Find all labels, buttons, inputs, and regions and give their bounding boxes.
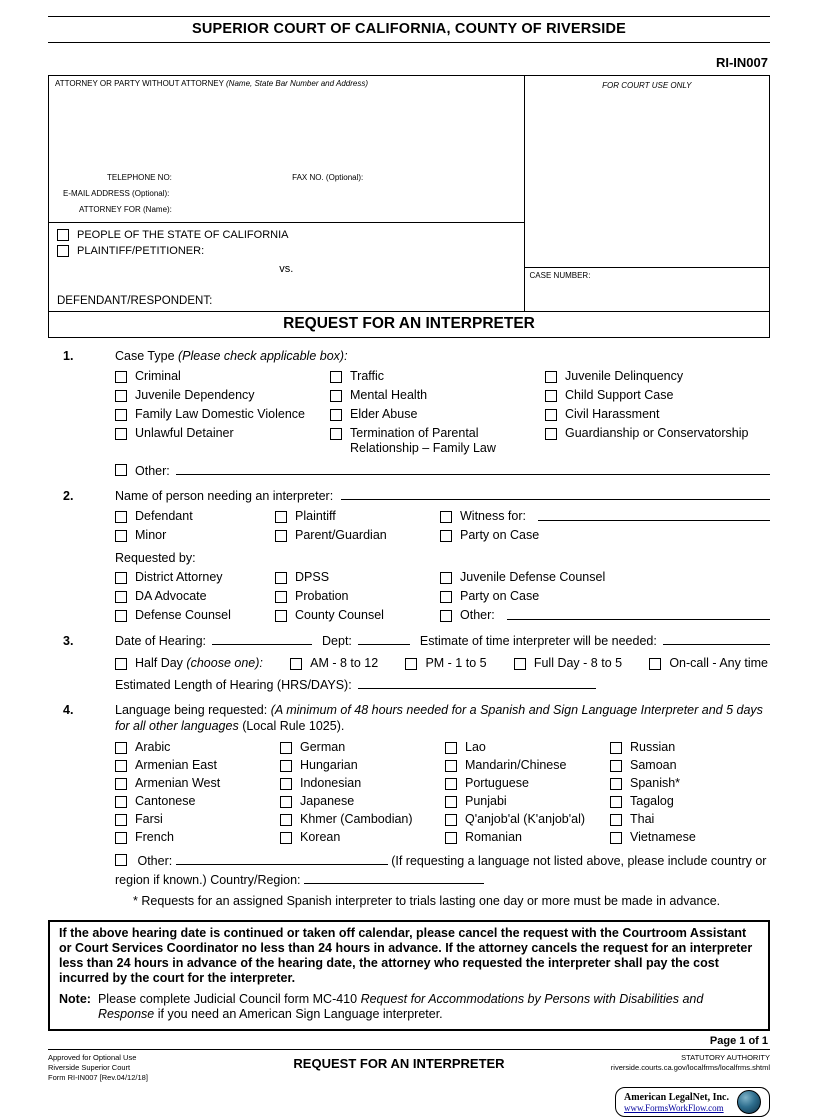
case-type-option: [115, 369, 330, 384]
people-option: [57, 229, 516, 241]
option-label: Elder Abuse: [350, 407, 418, 421]
page-number: Page 1 of 1: [709, 1034, 768, 1047]
person-name-row: [115, 489, 770, 503]
language-option: [445, 740, 610, 755]
language-option: [445, 830, 610, 845]
checkbox[interactable]: [330, 371, 342, 383]
country-region-label: Country/Region:: [210, 873, 301, 887]
footer-rule: [48, 1049, 770, 1050]
requester-option: [440, 589, 770, 604]
option-label: Defendant: [135, 509, 193, 523]
case-number-label: CASE NUMBER:: [529, 271, 591, 280]
option-label: Thai: [630, 812, 655, 827]
cancellation-notice-box: [48, 920, 770, 1031]
checkbox[interactable]: [115, 390, 127, 402]
case-type-option: [115, 388, 330, 403]
checkbox[interactable]: [445, 832, 457, 844]
option-label: Mental Health: [350, 388, 428, 402]
globe-icon: [737, 1090, 761, 1114]
other-label: Other:: [135, 464, 170, 478]
other-label: Other:: [460, 608, 495, 622]
requester-option: [275, 570, 440, 585]
time-estimate-line[interactable]: [663, 644, 770, 645]
attorney-label: [55, 79, 518, 88]
language-option: [610, 740, 770, 755]
checkbox[interactable]: [610, 814, 622, 826]
option-label: Russian: [630, 740, 676, 755]
checkbox[interactable]: [610, 742, 622, 754]
option-label: Japanese: [300, 794, 355, 809]
statutory-authority-label: STATUTORY AUTHORITY: [681, 1052, 770, 1062]
option-label: Traffic: [350, 369, 385, 383]
person-name-line[interactable]: [341, 499, 770, 500]
option-label: Unlawful Detainer: [135, 426, 234, 440]
checkbox[interactable]: [445, 796, 457, 808]
option-label: Indonesian: [300, 776, 362, 791]
plaintiff-label: PLAINTIFF/PETITIONER:: [77, 245, 205, 257]
option-label: Cantonese: [135, 794, 196, 809]
option-label: DPSS: [295, 570, 330, 584]
person-role-option: [115, 528, 275, 543]
fax-label: FAX NO. (Optional):: [292, 173, 364, 182]
checkbox[interactable]: [275, 610, 287, 622]
option-label: Civil Harassment: [565, 407, 660, 421]
language-option: [610, 812, 770, 827]
requester-option: [440, 570, 770, 585]
option-label: Juvenile Defense Counsel: [460, 570, 606, 584]
plaintiff-checkbox[interactable]: [57, 245, 69, 257]
half-day-row: [115, 656, 770, 671]
attorney-for-label: ATTORNEY FOR (Name):: [79, 205, 172, 214]
telephone-label: TELEPHONE NO:: [107, 173, 172, 182]
section1-body: [115, 349, 770, 478]
length-label: Estimated Length of Hearing (HRS/DAYS):: [115, 678, 352, 692]
checkbox[interactable]: [330, 409, 342, 421]
form-title: REQUEST FOR AN INTERPRETER: [49, 311, 769, 337]
checkbox[interactable]: [440, 591, 452, 603]
checkbox[interactable]: [115, 610, 127, 622]
checkbox[interactable]: [649, 658, 661, 670]
checkbox[interactable]: [610, 832, 622, 844]
checkbox[interactable]: [115, 778, 127, 790]
language-option: [280, 776, 445, 791]
option-label: Juvenile Dependency: [135, 388, 255, 402]
attorney-label-text: ATTORNEY OR PARTY WITHOUT ATTORNEY: [55, 79, 224, 88]
time-option: [290, 656, 378, 671]
other-requester-line[interactable]: [507, 619, 770, 620]
language-option: [115, 776, 280, 791]
case-type-option: [330, 407, 545, 422]
option-label: Defense Counsel: [135, 608, 231, 622]
person-role-option: [440, 528, 770, 543]
legalnet-text: [624, 1092, 729, 1113]
half-day-option: [115, 656, 263, 671]
requester-grid: [115, 570, 770, 623]
option-label: District Attorney: [135, 570, 223, 584]
requester-option: [115, 608, 275, 623]
spanish-footnote: * Requests for an assigned Spanish interpreter to trials lasting one day or more must be made in advance.: [133, 893, 721, 908]
witness-for-option: [440, 509, 770, 524]
section4-title-rule: (Local Rule 1025).: [242, 718, 345, 733]
checkbox[interactable]: [115, 760, 127, 772]
language-option: [445, 758, 610, 773]
note-text: Please complete Judicial Council form MC-410 Request for Accommodations by Persons with Disabilities and Response if you need an American Sign Language interpreter.: [97, 991, 704, 1021]
option-label: Minor: [135, 528, 167, 542]
date-label: Date of Hearing:: [115, 634, 207, 648]
checkbox[interactable]: [115, 591, 127, 603]
section1-title: [115, 349, 770, 363]
notice-body: If the above hearing date is continued or taken off calendar, please cancel the request with the Courtroom Assistant or Court Services Coordinator no less than 24 hours in advance. If the attorney cancels the request for an interpreter less than 24 hours in advance of the hearing date, the attorney who requested the interpreter shall pay the cost incurred by the court for the interpreter.: [59, 925, 753, 985]
checkbox[interactable]: [545, 409, 557, 421]
legalnet-badge: [615, 1087, 770, 1117]
email-label: E-MAIL ADDRESS (Optional):: [63, 189, 170, 198]
checkbox[interactable]: [440, 511, 452, 523]
country-region-line[interactable]: [304, 883, 484, 884]
option-label: Parent/Guardian: [295, 528, 387, 542]
case-type-option: [115, 407, 330, 422]
language-option: [115, 830, 280, 845]
option-label: AM - 8 to 12: [310, 656, 379, 670]
language-option: [610, 776, 770, 791]
case-type-option: [330, 369, 545, 384]
checkbox[interactable]: [115, 530, 127, 542]
attorney-address-area[interactable]: [55, 88, 518, 173]
attorney-label-note: (Name, State Bar Number and Address): [226, 79, 368, 88]
language-option: [280, 812, 445, 827]
header-rule-bottom: [48, 42, 770, 43]
footer-approval-block: [48, 1053, 258, 1083]
statutory-url: riverside.courts.ca.gov/localfrms/localfrms.shtml: [610, 1062, 770, 1072]
section4-number: 4.: [63, 703, 74, 717]
hearing-length-line[interactable]: [358, 688, 596, 689]
case-type-grid: [115, 369, 770, 456]
people-checkbox[interactable]: [57, 229, 69, 241]
time-option: [649, 656, 768, 671]
option-label: On-call - Any time: [669, 656, 768, 670]
option-label: Full Day - 8 to 5: [533, 656, 623, 670]
option-label: Q'anjob'al (K'anjob'al): [465, 812, 586, 827]
option-label: Probation: [295, 589, 349, 603]
checkbox[interactable]: [115, 409, 127, 421]
option-label: Child Support Case: [565, 388, 674, 402]
person-role-option: [275, 528, 440, 543]
option-label: Party on Case: [460, 528, 540, 542]
section2-title: Name of person needing an interpreter:: [115, 489, 334, 503]
case-type-other-row: [115, 464, 770, 478]
language-option: [280, 794, 445, 809]
court-use-label: FOR COURT USE ONLY: [602, 81, 692, 90]
requester-option: [115, 570, 275, 585]
language-option: [115, 758, 280, 773]
attorney-column: [49, 76, 525, 311]
estimate-label: Estimate of time interpreter will be needed:: [419, 634, 657, 648]
defendant-label: DEFENDANT/RESPONDENT:: [57, 295, 213, 307]
option-label: Korean: [300, 830, 341, 845]
case-type-option: [545, 426, 770, 456]
case-type-option: [545, 388, 770, 403]
option-label: County Counsel: [295, 608, 384, 622]
checkbox[interactable]: [115, 371, 127, 383]
option-label: Termination of Parental Relationship – Family Law: [350, 426, 496, 455]
section-language: [48, 703, 770, 908]
court-title: SUPERIOR COURT OF CALIFORNIA, COUNTY OF RIVERSIDE: [191, 21, 627, 37]
hearing-date-line[interactable]: [212, 644, 312, 645]
language-option: [280, 740, 445, 755]
requester-option: [115, 589, 275, 604]
checkbox[interactable]: [280, 742, 292, 754]
section-person: [48, 489, 770, 623]
plaintiff-option: [57, 245, 516, 257]
checkbox[interactable]: [275, 572, 287, 584]
person-role-option: [115, 509, 275, 524]
checkbox[interactable]: [115, 814, 127, 826]
section4-title-text: Language being requested:: [115, 703, 268, 717]
checkbox[interactable]: [445, 742, 457, 754]
language-option: [445, 812, 610, 827]
checkbox[interactable]: [610, 760, 622, 772]
footer-statutory-block: [540, 1053, 770, 1083]
option-label: Party on Case: [460, 589, 540, 603]
person-role-grid: [115, 509, 770, 543]
checkbox[interactable]: [545, 390, 557, 402]
other-case-type-checkbox[interactable]: [115, 464, 127, 476]
option-label: Juvenile Delinquency: [565, 369, 684, 383]
language-option: [115, 812, 280, 827]
requester-option: [275, 608, 440, 623]
checkbox[interactable]: [275, 530, 287, 542]
language-option: [610, 758, 770, 773]
hearing-date-row: [115, 634, 770, 648]
requester-other-option: [440, 608, 770, 623]
option-label: Plaintiff: [295, 509, 336, 523]
checkbox[interactable]: [290, 658, 302, 670]
option-label: Hungarian: [300, 758, 358, 773]
section2-body: [115, 489, 770, 623]
case-number-box[interactable]: [525, 267, 769, 311]
attorney-section: [49, 76, 524, 223]
language-other-row: [115, 852, 770, 890]
option-label: Criminal: [135, 369, 181, 383]
checkbox[interactable]: [115, 658, 127, 670]
option-label: Guardianship or Conservatorship: [565, 426, 749, 440]
option-label: French: [135, 830, 174, 845]
option-label: Punjabi: [465, 794, 507, 809]
section4-title: [115, 703, 770, 734]
court-use-column: [525, 76, 769, 311]
checkbox[interactable]: [440, 572, 452, 584]
checkbox[interactable]: [280, 814, 292, 826]
requester-option: [275, 589, 440, 604]
checkbox[interactable]: [280, 832, 292, 844]
option-label: Half Day (choose one):: [135, 656, 263, 670]
form-number: RI-IN007: [715, 55, 768, 70]
language-option: [445, 776, 610, 791]
other-language-checkbox[interactable]: [115, 854, 127, 866]
language-option: [610, 794, 770, 809]
legalnet-name: American LegalNet, Inc.: [624, 1091, 729, 1103]
legalnet-badge-wrap: [48, 1087, 770, 1117]
option-label: PM - 1 to 5: [425, 656, 487, 670]
option-label: Portuguese: [465, 776, 529, 791]
checkbox[interactable]: [115, 572, 127, 584]
checkbox[interactable]: [445, 814, 457, 826]
checkbox[interactable]: [280, 796, 292, 808]
other-language-note: (If requesting a language not listed above, please include country or region if known.): [115, 854, 767, 887]
checkbox[interactable]: [610, 778, 622, 790]
person-role-option: [275, 509, 440, 524]
checkbox[interactable]: [440, 610, 452, 622]
checkbox[interactable]: [280, 760, 292, 772]
case-type-option: [330, 426, 545, 456]
checkbox[interactable]: [275, 591, 287, 603]
approved-line: Approved for Optional Use: [48, 1052, 137, 1062]
section-case-type: [48, 349, 770, 478]
checkbox[interactable]: [440, 530, 452, 542]
section4-title-note: (A minimum of 48 hours needed for a Spanish and Sign Language Interpreter and 5 days for all other languages: [115, 703, 763, 733]
case-type-option: [115, 426, 330, 456]
attorney-contact-block: [55, 173, 518, 214]
section1-title-note: (Please check applicable box):: [178, 349, 348, 363]
vs-label: vs.: [279, 263, 294, 275]
option-label: Farsi: [135, 812, 163, 827]
other-language-line[interactable]: [176, 864, 388, 865]
language-option: [445, 794, 610, 809]
caption-box: [48, 75, 770, 338]
other-label: Other:: [137, 854, 173, 869]
option-label: Khmer (Cambodian): [300, 812, 413, 827]
option-label: Samoan: [630, 758, 677, 773]
language-option: [280, 758, 445, 773]
section-hearing: [48, 634, 770, 692]
section3-body: [115, 634, 770, 692]
case-type-option: [545, 407, 770, 422]
option-label: Spanish*: [630, 776, 681, 791]
option-label: Lao: [465, 740, 486, 755]
checkbox[interactable]: [330, 428, 342, 440]
section1-title-text: Case Type: [115, 349, 175, 363]
language-option: [115, 740, 280, 755]
checkbox[interactable]: [405, 658, 417, 670]
section2-number: 2.: [63, 489, 74, 503]
checkbox[interactable]: [330, 390, 342, 402]
people-label: PEOPLE OF THE STATE OF CALIFORNIA: [77, 229, 289, 241]
section1-number: 1.: [63, 349, 74, 363]
other-case-type-line[interactable]: [176, 474, 770, 475]
checkbox[interactable]: [115, 511, 127, 523]
approved-line: Form RI-IN007 [Rev.04/12/18]: [48, 1073, 148, 1082]
option-label: Mandarin/Chinese: [465, 758, 567, 773]
section4-body: [115, 703, 770, 908]
footer-form-title: REQUEST FOR AN INTERPRETER: [293, 1055, 505, 1071]
option-label: Family Law Domestic Violence: [135, 407, 305, 421]
note-label: Note:: [59, 991, 91, 1006]
language-option: [280, 830, 445, 845]
footer: [48, 1053, 770, 1083]
party-section: [49, 223, 524, 311]
checkbox[interactable]: [280, 778, 292, 790]
phone-fax-row: [55, 173, 518, 182]
checkbox[interactable]: [545, 371, 557, 383]
option-label: Tagalog: [630, 794, 674, 809]
time-option: [514, 656, 622, 671]
checkbox[interactable]: [545, 428, 557, 440]
case-type-option: [330, 388, 545, 403]
option-label: Romanian: [465, 830, 522, 845]
hearing-length-row: [115, 678, 770, 692]
option-label: DA Advocate: [135, 589, 207, 603]
language-option: [610, 830, 770, 845]
option-label: Armenian West: [135, 776, 221, 791]
checkbox[interactable]: [115, 796, 127, 808]
dept-label: Dept:: [322, 634, 352, 648]
legalnet-url-link[interactable]: www.FormsWorkFlow.com: [624, 1102, 724, 1113]
dept-line[interactable]: [358, 644, 410, 645]
option-label: Vietnamese: [630, 830, 696, 845]
section3-number: 3.: [63, 634, 74, 648]
checkbox[interactable]: [115, 742, 127, 754]
time-option: [405, 656, 486, 671]
checkbox[interactable]: [115, 428, 127, 440]
checkbox[interactable]: [445, 778, 457, 790]
option-label: Armenian East: [135, 758, 217, 773]
approved-line: Riverside Superior Court: [48, 1062, 131, 1072]
case-type-option: [545, 369, 770, 384]
checkbox[interactable]: [514, 658, 526, 670]
checkbox[interactable]: [115, 832, 127, 844]
witness-for-label: Witness for:: [460, 509, 526, 523]
option-label: German: [300, 740, 346, 755]
language-option: [115, 794, 280, 809]
caption-columns: [49, 76, 769, 311]
checkbox[interactable]: [445, 760, 457, 772]
notice-note: [59, 992, 759, 1022]
checkbox[interactable]: [610, 796, 622, 808]
language-grid: [115, 740, 770, 845]
option-label: Arabic: [135, 740, 171, 755]
requested-by-label: Requested by:: [115, 551, 196, 565]
checkbox[interactable]: [275, 511, 287, 523]
witness-for-line[interactable]: [538, 520, 770, 521]
